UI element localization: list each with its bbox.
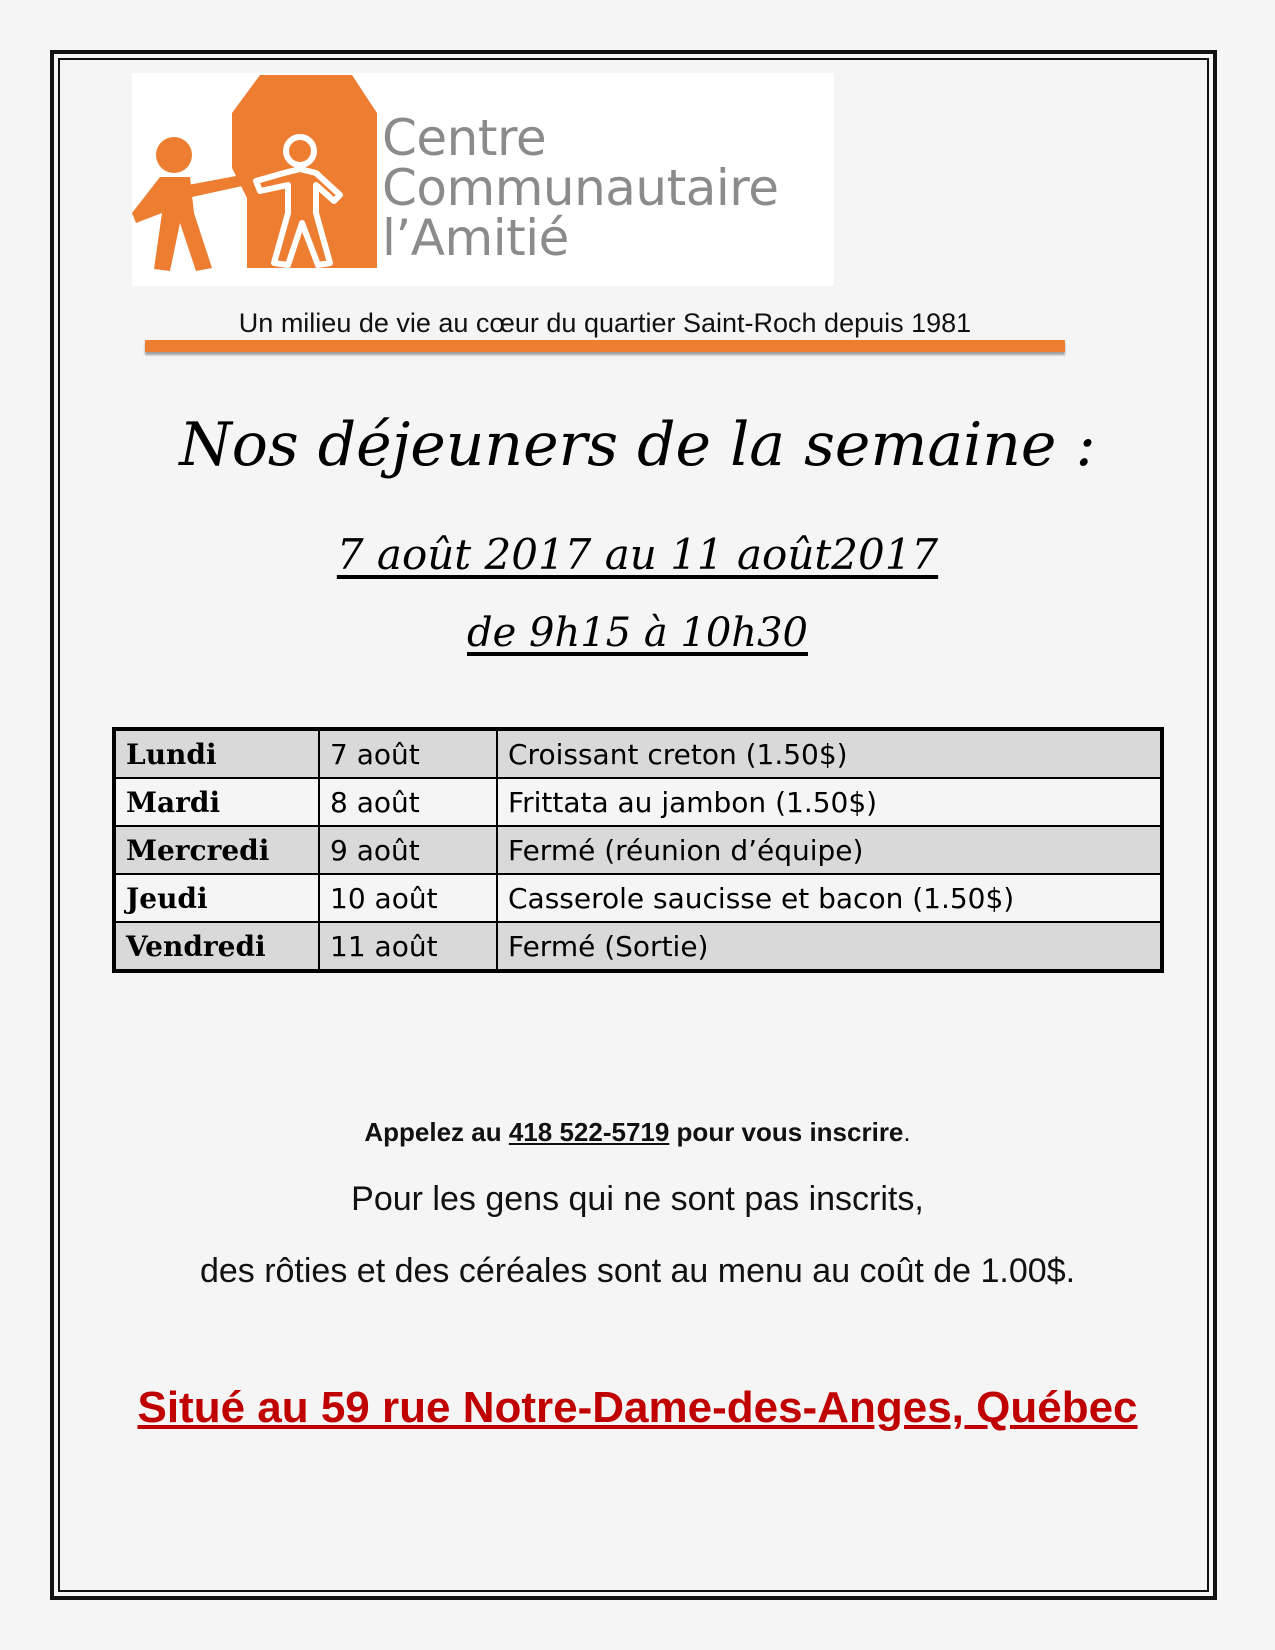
info-line-1: Pour les gens qui ne sont pas inscrits, [351, 1180, 924, 1218]
logo-line-1: Centre [382, 109, 547, 167]
logo-figures-icon [132, 73, 382, 286]
orange-divider [145, 340, 1065, 352]
day-cell: Mercredi [114, 826, 319, 874]
breakfast-menu-table [112, 727, 1164, 973]
call-end: . [903, 1117, 911, 1147]
phone-number[interactable]: 418 522-5719 [508, 1117, 670, 1147]
address: Situé au 59 rue Notre-Dame-des-Anges, Québec [137, 1383, 1138, 1432]
call-prefix: Appelez au [364, 1117, 509, 1147]
logo-line-2: Communautaire [382, 159, 779, 217]
table-row [114, 778, 1162, 826]
meal-cell: Casserole saucisse et bacon (1.50$) [497, 874, 1162, 922]
day-cell: Lundi [114, 729, 319, 778]
table-row [114, 922, 1162, 971]
day-cell: Vendredi [114, 922, 319, 971]
info-line-2: des rôties et des céréales sont au menu au coût de 1.00$. [199, 1252, 1076, 1290]
opening-hours: de 9h15 à 10h30 [467, 610, 808, 656]
table-row [114, 874, 1162, 922]
date-cell: 9 août [319, 826, 497, 874]
meal-cell: Fermé (réunion d’équipe) [497, 826, 1162, 874]
date-cell: 7 août [319, 729, 497, 778]
date-cell: 11 août [319, 922, 497, 971]
day-cell: Mardi [114, 778, 319, 826]
meal-cell: Croissant creton (1.50$) [497, 729, 1162, 778]
page-title: Nos déjeuners de la semaine : [179, 410, 1096, 480]
day-cell: Jeudi [114, 874, 319, 922]
tagline: Un milieu de vie au cœur du quartier Saint-Roch depuis 1981 [238, 308, 972, 338]
table-row [114, 729, 1162, 778]
week-dates: 7 août 2017 au 11 août2017 [336, 530, 939, 579]
logo-text [382, 109, 779, 267]
logo-line-3: l’Amitié [382, 209, 569, 267]
date-cell: 8 août [319, 778, 497, 826]
logo [132, 73, 834, 286]
registration-line [0, 1117, 1275, 1148]
date-cell: 10 août [319, 874, 497, 922]
meal-cell: Frittata au jambon (1.50$) [497, 778, 1162, 826]
call-suffix: pour vous inscrire [669, 1117, 904, 1147]
meal-cell: Fermé (Sortie) [497, 922, 1162, 971]
table-row [114, 826, 1162, 874]
